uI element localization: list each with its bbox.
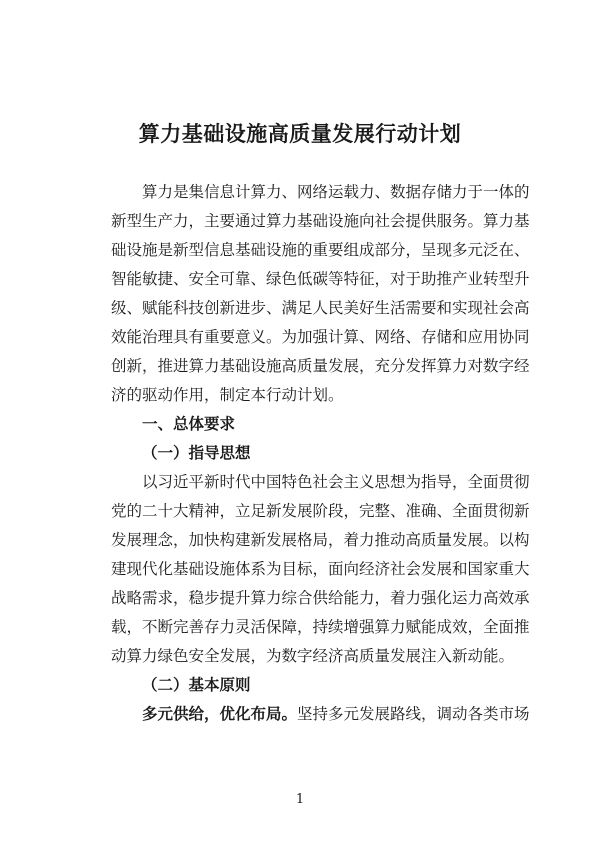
intro-line-8: 济的驱动作用，制定本行动计划。 [111,386,344,404]
intro-line-4: 智能敏捷、安全可靠、绿色低碳等特征，对于助推产业转型升 [111,270,530,288]
intro-line-7: 创新，推进算力基础设施高质量发展，充分发挥算力对数字经 [111,357,530,375]
guiding-line-1: 以习近平新时代中国特色社会主义思想为指导，全面贯彻 [142,473,530,491]
guiding-line-7: 动算力绿色安全发展，为数字经济高质量发展注入新动能。 [111,647,515,665]
subsection-1-heading: （一）指导思想 [142,443,251,462]
guiding-line-2: 党的二十大精神，立足新发展阶段，完整、准确、全面贯彻新 [111,502,530,520]
principle-1-title: 多元供给，优化布局。 [142,704,298,723]
guiding-line-6: 载，不断完善存力灵活保障，持续增强算力赋能成效，全面推 [111,618,530,636]
subsection-2-heading: （二）基本原则 [142,675,251,694]
guiding-line-4: 建现代化基础设施体系为目标，面向经济社会发展和国家重大 [111,560,530,578]
intro-line-2: 新型生产力，主要通过算力基础设施向社会提供服务。算力基 [111,212,530,230]
section-1-heading: 一、总体要求 [142,414,236,433]
document-title: 算力基础设施高质量发展行动计划 [138,121,462,146]
principle-1-text: 坚持多元发展路线，调动各类市场 [297,705,530,723]
intro-line-1: 算力是集信息计算力、网络运载力、数据存储力于一体的 [142,183,530,201]
guiding-line-5: 战略需求，稳步提升算力综合供给能力，着力强化运力高效承 [111,589,530,607]
intro-line-6: 效能治理具有重要意义。为加强计算、网络、存储和应用协同 [111,328,530,346]
principle-1-line [142,700,530,728]
page-number: 1 [295,792,305,807]
guiding-line-3: 发展理念，加快构建新发展格局，着力推动高质量发展。以构 [111,531,530,549]
intro-line-5: 级、赋能科技创新进步、满足人民美好生活需要和实现社会高 [111,299,530,317]
intro-line-3: 础设施是新型信息基础设施的重要组成部分，呈现多元泛在、 [111,241,530,259]
